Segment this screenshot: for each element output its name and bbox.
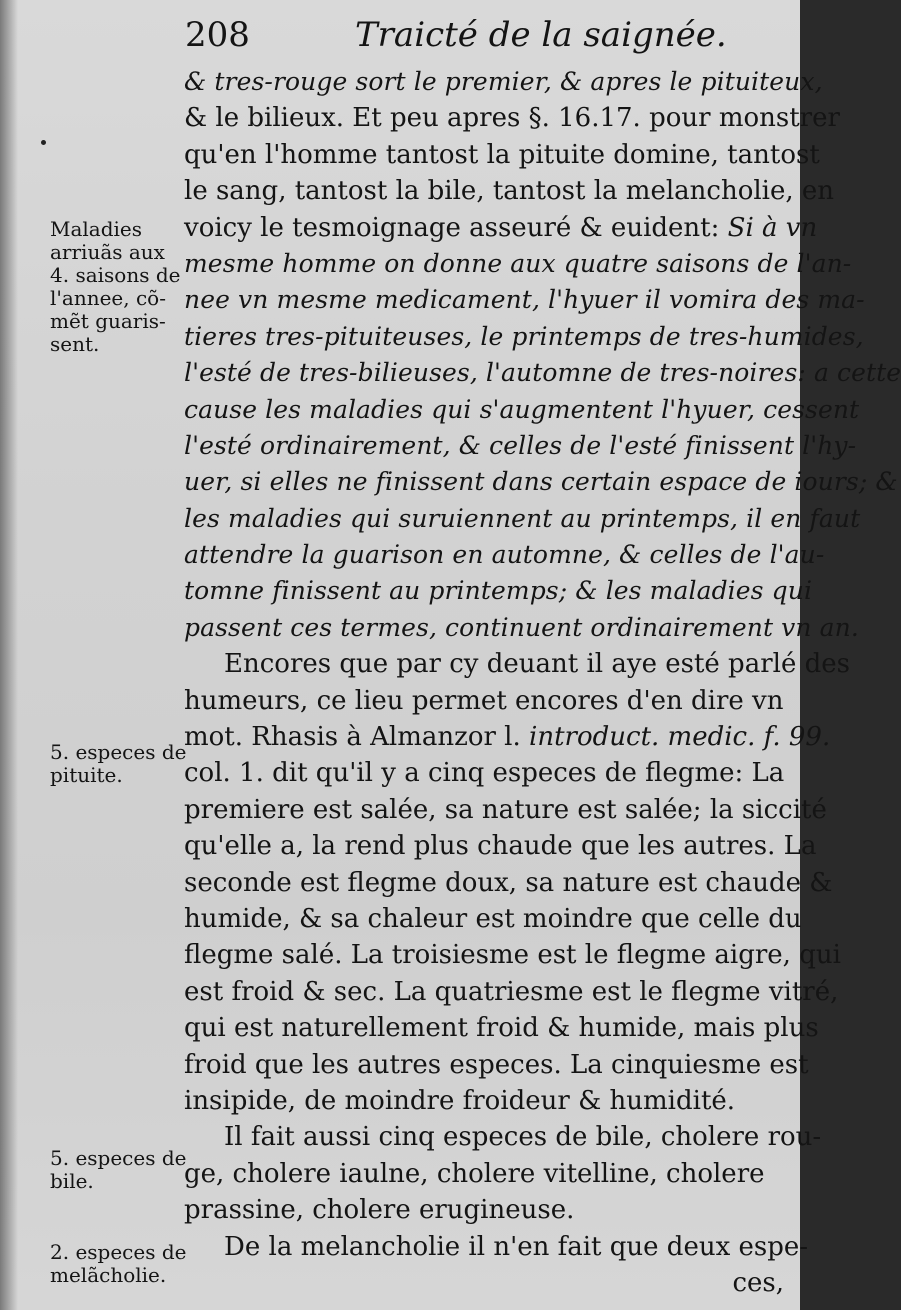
text-line: Il fait aussi cinq especes de bile, cholere rou- — [224, 1122, 822, 1153]
text-line: le sang, tantost la bile, tantost la melancholie, en — [184, 176, 835, 207]
text-line: froid que les autres especes. La cinquiesme est — [184, 1049, 809, 1080]
page-number: 208 — [185, 15, 250, 55]
text-line: qui est naturellement froid & humide, mais plus — [184, 1013, 819, 1044]
text-line: mesme homme on donne aux quatre saisons de l'an- — [184, 248, 852, 278]
text-line: attendre la guarison en automne, & celles de l'au- — [184, 540, 825, 570]
text-line: l'esté de tres-bilieuses, l'automne de tres-noires: a cette — [184, 358, 901, 388]
text-line: flegme salé. La troisiesme est le flegme aigre, qui — [184, 940, 841, 971]
text-line: premiere est salée, sa nature est salée; la siccité — [184, 794, 827, 825]
text-line: qu'elle a, la rend plus chaude que les autres. La — [184, 831, 817, 862]
text-line: humide, & sa chaleur est moindre que celle du — [184, 903, 802, 934]
text-line: seconde est flegme doux, sa nature est chaude & — [184, 867, 833, 898]
margin-note-bile: 5. especes de bile. — [50, 1146, 187, 1193]
text-line: col. 1. dit qu'il y a cinq especes de flegme: La — [184, 758, 785, 789]
text-line: cause les maladies qui s'augmentent l'hyuer, cessent — [184, 394, 860, 424]
text-line: tieres tres-pituiteuses, le printemps de tres-humides, — [184, 321, 864, 351]
text-line: Encores que par cy deuant il aye esté parlé des — [224, 649, 850, 680]
text-line: mot. Rhasis à Almanzor l. introduct. medic. f. 99. — [184, 722, 831, 753]
text-line: nee vn mesme medicament, l'hyuer il vomira des ma- — [184, 285, 865, 315]
text-line: ces, — [732, 1267, 784, 1298]
running-head — [185, 12, 785, 58]
running-title: Traicté de la saignée. — [355, 15, 727, 55]
text-line-italic-tail: Si à vn — [727, 212, 818, 243]
text-line: insipide, de moindre froideur & humidité. — [184, 1085, 736, 1116]
text-line: qu'en l'homme tantost la pituite domine, tantost — [184, 139, 820, 170]
text-line: De la melancholie il n'en fait que deux espe- — [224, 1231, 809, 1262]
text-line: passent ces termes, continuent ordinairement vn an. — [184, 612, 859, 642]
margin-note-maladies: Maladies arriuãs aux 4. saisons de l'annee, cõ- mẽt guaris- sent. — [50, 217, 181, 356]
margin-note-pituite: 5. especes de pituite. — [50, 740, 187, 787]
text-line: les maladies qui suruiennent au printemps, il en faut — [184, 503, 861, 533]
text-line: & le bilieux. Et peu apres §. 16.17. pour monstrer — [184, 103, 840, 134]
ink-dot — [41, 140, 46, 145]
text-line: uer, si elles ne finissent dans certain espace de iours; & — [184, 467, 898, 497]
text-line: est froid & sec. La quatriesme est le flegme vitré, — [184, 976, 839, 1007]
text-line: l'esté ordinairement, & celles de l'esté finissent l'hy- — [184, 430, 857, 460]
text-line: ge, cholere iaulne, cholere vitelline, cholere — [184, 1158, 765, 1189]
margin-note-melancholie: 2. especes de melãcholie. — [50, 1240, 187, 1287]
text-line: voicy le tesmoignage asseuré & euident: Si à vn — [184, 212, 818, 243]
text-line: prassine, cholere erugineuse. — [184, 1195, 575, 1226]
main-text — [184, 64, 901, 1301]
text-line: & tres-rouge sort le premier, & apres le pituiteux, — [184, 67, 823, 96]
text-line: humeurs, ce lieu permet encores d'en dire vn — [184, 685, 784, 716]
text-line-italic-tail: introduct. medic. f. 99. — [529, 722, 831, 753]
text-line: tomne finissent au printemps; & les maladies qui — [184, 576, 813, 606]
